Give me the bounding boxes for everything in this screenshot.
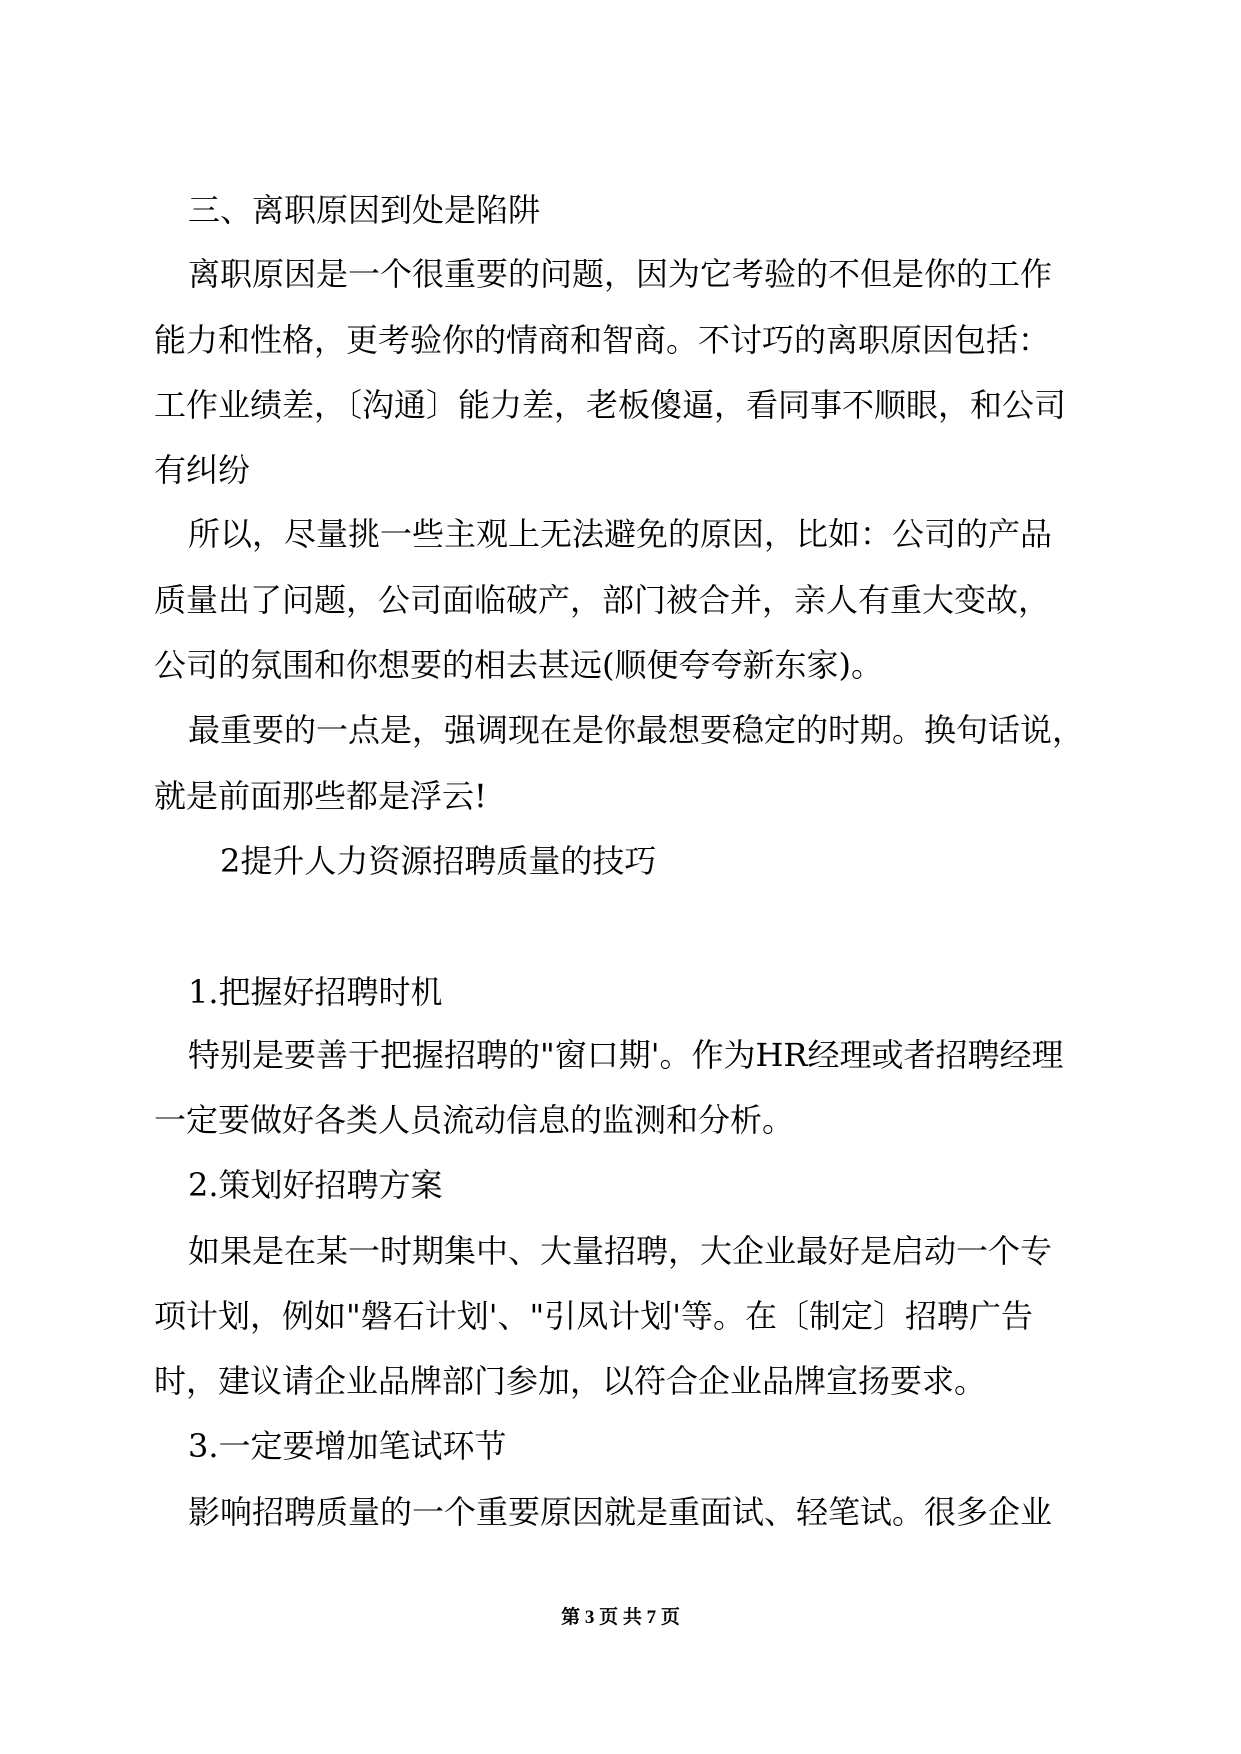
section-heading: 1.把握好招聘时机 xyxy=(188,973,443,1011)
body-text-line: 能力和性格，更考验你的情商和智商。不讨巧的离职原因包括： xyxy=(154,321,1051,359)
body-text-line: 如果是在某一时期集中、大量招聘，大企业最好是启动一个专 xyxy=(188,1232,1053,1270)
section-heading: 2.策划好招聘方案 xyxy=(188,1166,443,1204)
body-text-line: 项计划，例如"磐石计划'、"引凤计划'等。在〔制定〕招聘广告 xyxy=(154,1297,1034,1335)
body-text-line: 离职原因是一个很重要的问题，因为它考验的不但是你的工作 xyxy=(188,255,1053,293)
body-text-line: 所以，尽量挑一些主观上无法避免的原因，比如：公司的产品 xyxy=(188,515,1053,553)
section-heading: 三、离职原因到处是陷阱 xyxy=(188,191,541,229)
body-text-line: 影响招聘质量的一个重要原因就是重面试、轻笔试。很多企业 xyxy=(188,1493,1053,1531)
page-number-footer: 第 3 页 共 7 页 xyxy=(561,1607,680,1628)
body-text-line: 公司的氛围和你想要的相去甚远(顺便夸夸新东家)。 xyxy=(154,646,883,684)
section-heading: 3.一定要增加笔试环节 xyxy=(188,1427,507,1465)
body-text-line: 质量出了问题，公司面临破产，部门被合并，亲人有重大变故， xyxy=(154,581,1051,619)
body-text-line: 有纠纷 xyxy=(154,451,251,489)
body-text-line: 最重要的一点是，强调现在是你最想要稳定的时期。换句话说， xyxy=(188,711,1085,749)
body-text-line: 一定要做好各类人员流动信息的监测和分析。 xyxy=(154,1101,795,1139)
body-text-line: 时，建议请企业品牌部门参加，以符合企业品牌宣扬要求。 xyxy=(154,1362,987,1400)
body-text-line: 就是前面那些都是浮云! xyxy=(154,777,487,815)
section-heading: 2提升人力资源招聘质量的技巧 xyxy=(220,842,657,880)
body-text-line: 特别是要善于把握招聘的"窗口期'。作为HR经理或者招聘经理 xyxy=(188,1036,1064,1074)
body-text-line: 工作业绩差，〔沟通〕能力差，老板傻逼，看同事不顺眼，和公司 xyxy=(154,386,1067,424)
